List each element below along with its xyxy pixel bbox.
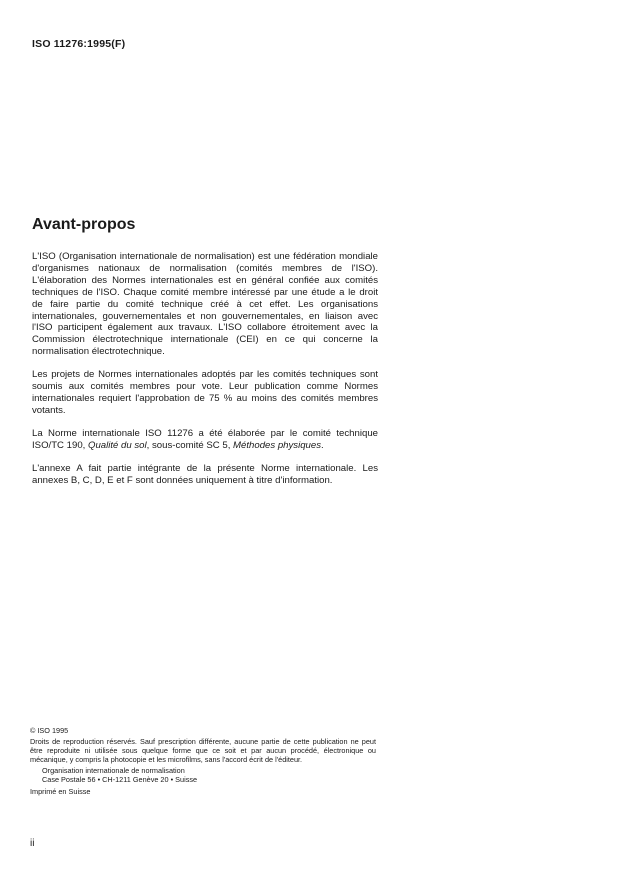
paragraph-annexes: L'annexe A fait partie intégrante de la présente Norme internationale. Les annexes B, C, D, E et F sont données uniquement à titre d'information. <box>32 462 378 486</box>
organisation-name: Organisation internationale de normalisation <box>42 765 185 775</box>
elaboration-text-3: . <box>321 439 324 451</box>
elaboration-text-2: , sous-comité SC 5, <box>146 439 234 451</box>
copyright-block <box>30 727 376 797</box>
copyright-line: © ISO 1995 <box>30 726 69 735</box>
committee-title: Qualité du sol <box>87 439 147 451</box>
foreword-body <box>32 251 378 497</box>
page-number: ii <box>30 838 35 849</box>
elaboration-text-1: La Norme internationale ISO 11276 a été élaborée par le comité technique ISO/TC 190, <box>32 427 378 451</box>
section-title: Avant-propos <box>32 216 136 233</box>
publisher-address <box>30 767 376 785</box>
organisation-address: Case Postale 56 • CH-1211 Genève 20 • Suisse <box>42 774 198 784</box>
rights-notice: Droits de reproduction réservés. Sauf prescription différente, aucune partie de cette publication ne peut être reproduite ni utilisée sous quelque forme que ce soit et par aucun procédé, électronique ou mécanique, y compris la photocopie et les microfilms, sans l'accord écrit de l'éditeur. <box>30 736 376 764</box>
paragraph-elaboration <box>32 428 378 452</box>
paragraph-draft-standards: Les projets de Normes internationales adoptés par les comités techniques sont soumis aux comités membres pour vote. Leur publication comme Normes internationales requiert l'approbation de 75 % au moins des comités membres votants. <box>32 369 378 416</box>
printed-in: Imprimé en Suisse <box>30 787 91 797</box>
subcommittee-title: Méthodes physiques <box>233 439 322 451</box>
paragraph-iso-organisation: L'ISO (Organisation internationale de normalisation) est une fédération mondiale d'organismes nationaux de normalisation (comités membres de l'ISO). L'élaboration des Normes internationales est en général confiée aux comités techniques de l'ISO. Chaque comité membre intéressé par une étude a le droit de faire partie du comité technique créé à cet effet. Les organisations internationales, gouvernementales et non gouvernementales, en liaison avec l'ISO participent également aux travaux. L'ISO collabore étroitement avec la Commission électrotechnique internationale (CEI) en ce qui concerne la normalisation électrotechnique. <box>32 251 378 358</box>
document-identifier: ISO 11276:1995(F) <box>32 38 126 50</box>
